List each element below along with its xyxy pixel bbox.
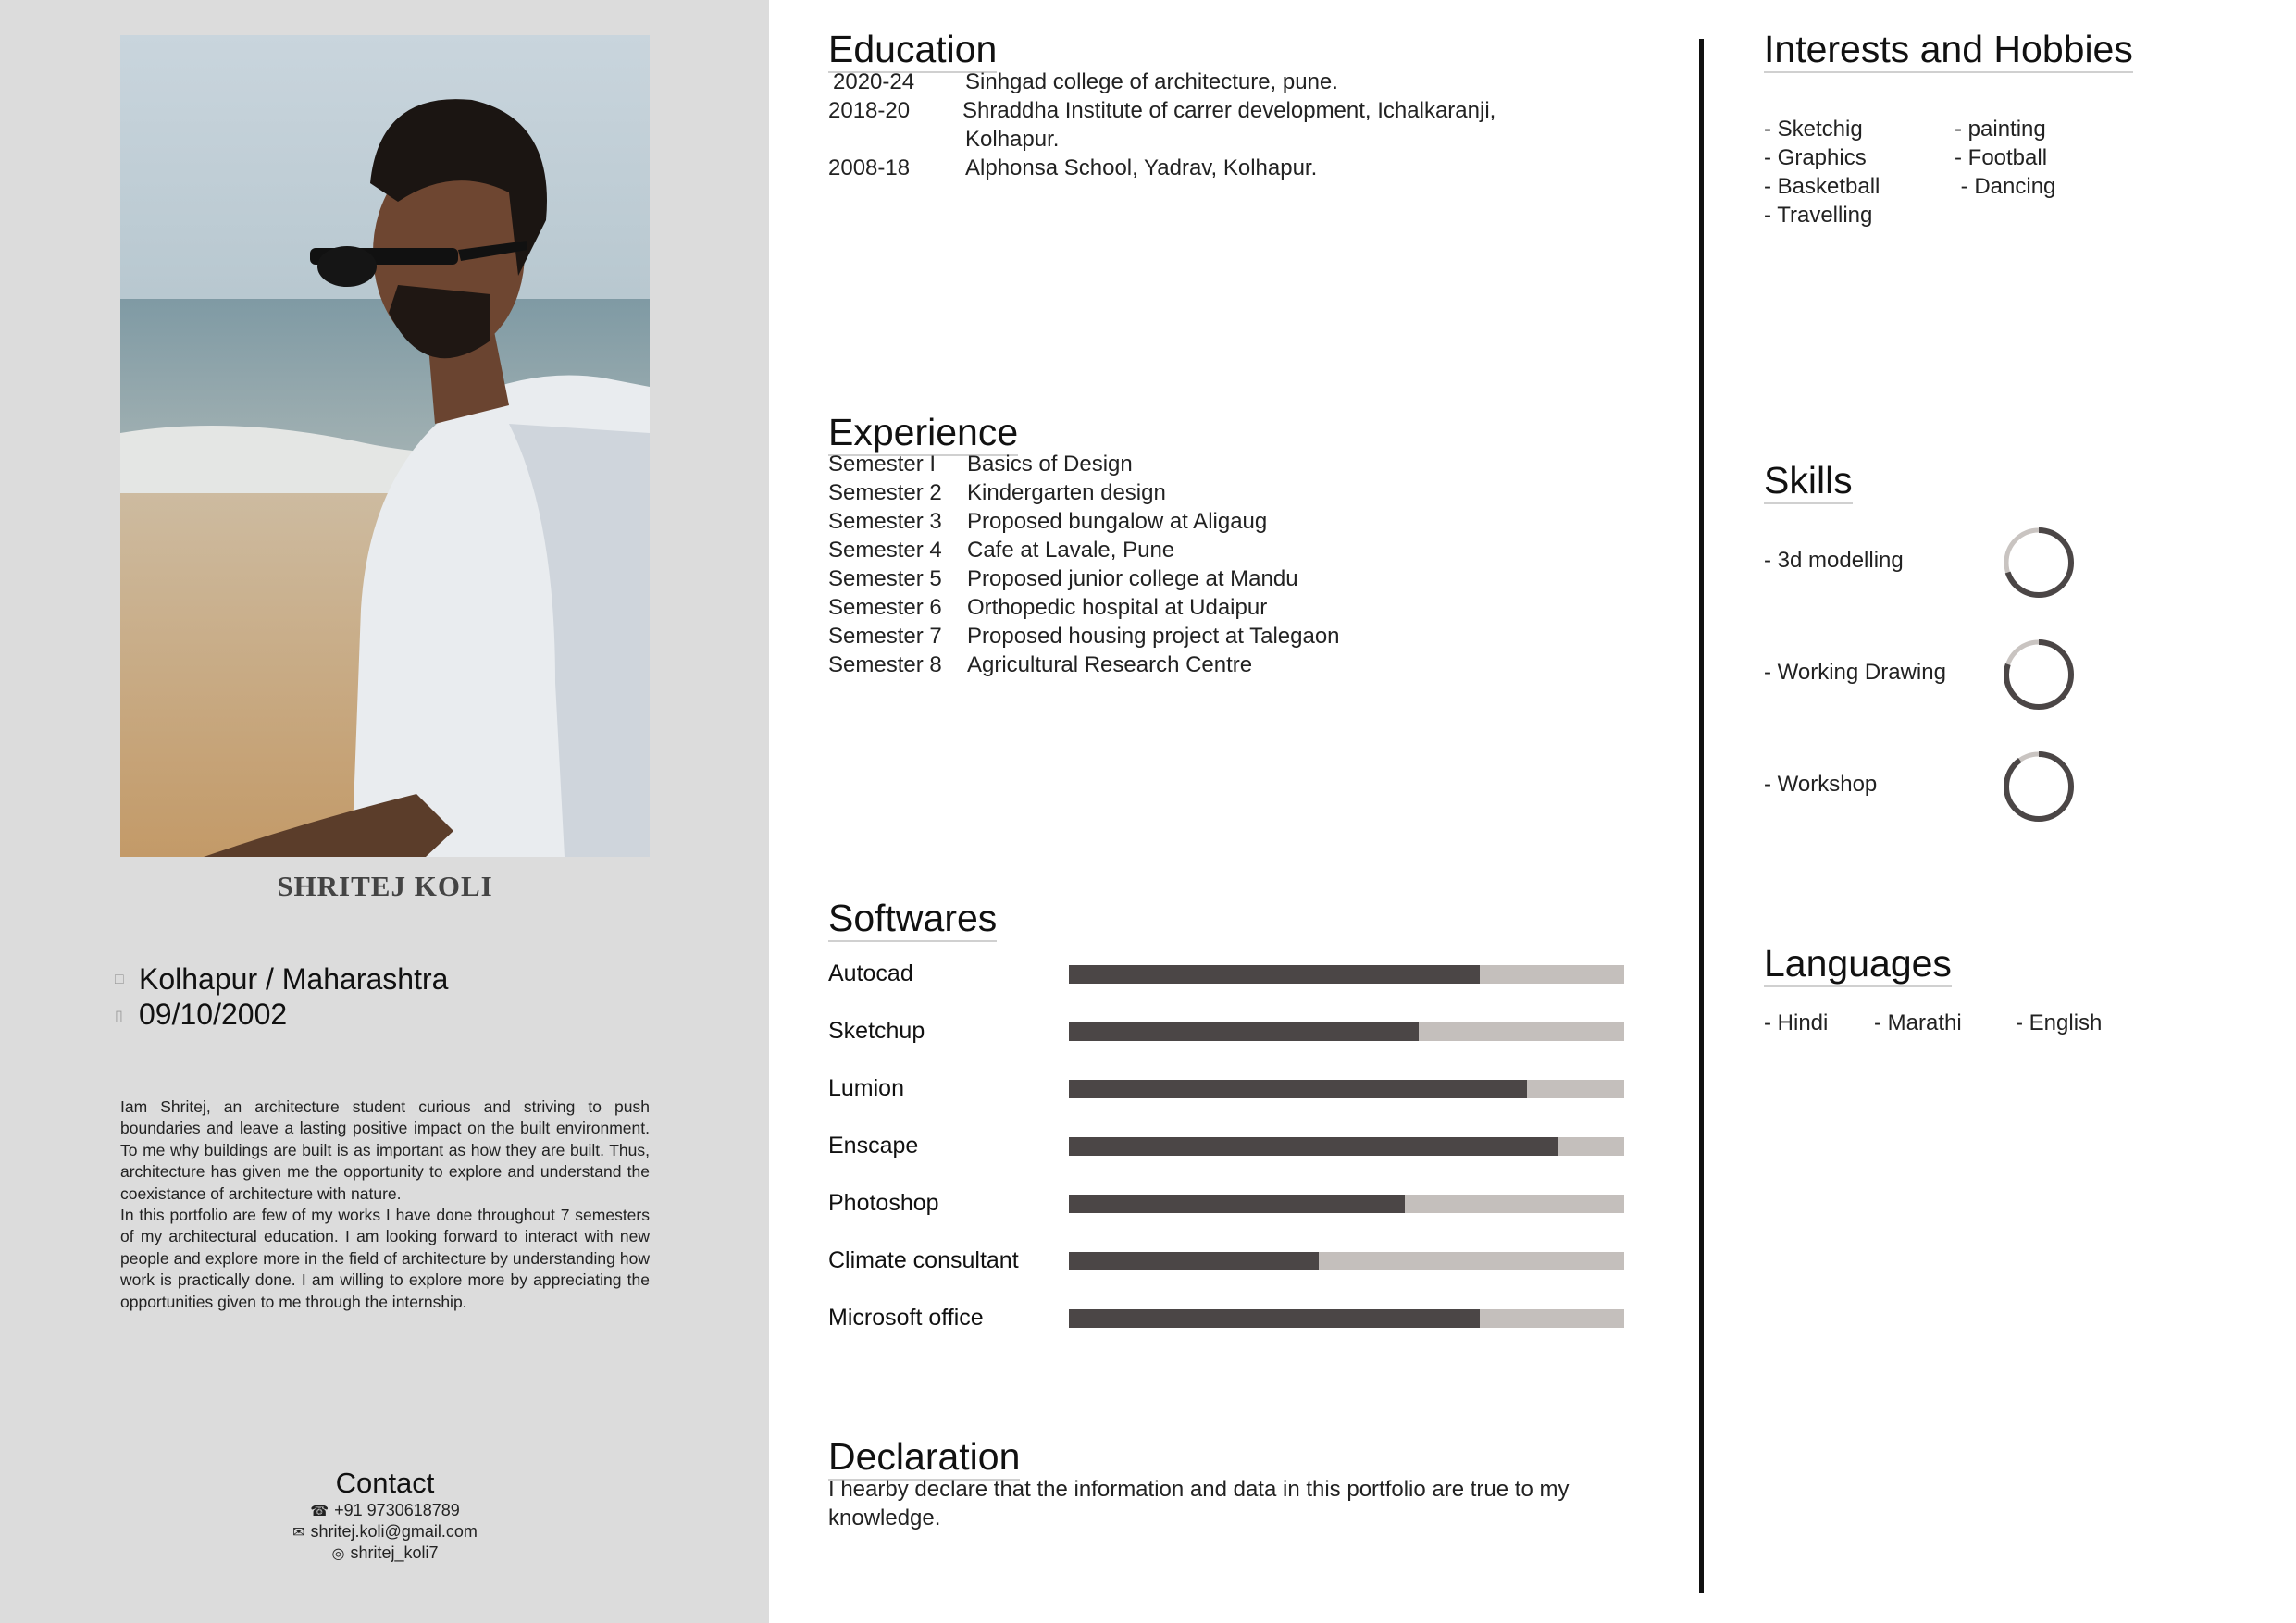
experience-semester: Semester 2 bbox=[828, 480, 942, 505]
calendar-icon: ▯ bbox=[115, 1008, 123, 1024]
software-bar-fill bbox=[1069, 1309, 1480, 1328]
education-school-cont: Kolhapur. bbox=[965, 127, 1060, 152]
experience-semester: Semester 6 bbox=[828, 595, 942, 620]
experience-heading: Experience bbox=[828, 411, 1018, 456]
contact-title: Contact bbox=[335, 1467, 435, 1499]
skill-ring bbox=[2002, 526, 2076, 600]
experience-project: Cafe at Lavale, Pune bbox=[967, 538, 1175, 563]
declaration-text: I hearby declare that the information and data in this portfolio are true to my knowledge. bbox=[828, 1477, 1570, 1530]
hobby-item: - Sketchig bbox=[1764, 117, 1863, 142]
interests-heading: Interests and Hobbies bbox=[1764, 28, 2133, 73]
about-paragraph-2: In this portfolio are few of my works I have done throughout 7 semesters of my architectural education. I am looking forward to interact with new people and explore more in the field of architecture by understanding how work is practically done. I am willing to explore more by appreciating the opportunities given to me through the internship. bbox=[120, 1206, 650, 1311]
hobby-item: - painting bbox=[1955, 117, 2046, 142]
phone-number[interactable]: +91 9730618789 bbox=[334, 1501, 460, 1519]
education-school: Alphonsa School, Yadrav, Kolhapur. bbox=[965, 155, 1318, 180]
experience-semester: Semester 4 bbox=[828, 538, 942, 563]
experience-project: Basics of Design bbox=[967, 452, 1133, 477]
about-text bbox=[120, 1096, 650, 1313]
skill-ring bbox=[2002, 750, 2076, 824]
softwares-heading: Softwares bbox=[828, 897, 997, 942]
declaration-heading: Declaration bbox=[828, 1435, 1020, 1481]
hobby-item: - Graphics bbox=[1764, 145, 1867, 170]
profile-name: SHRITEJ KOLI bbox=[277, 870, 493, 902]
education-school: Sinhgad college of architecture, pune. bbox=[965, 69, 1338, 94]
skill-ring bbox=[2002, 638, 2076, 712]
skill-label: - Working Drawing bbox=[1764, 660, 1946, 685]
location-pin-icon: □ bbox=[115, 971, 124, 987]
software-bar-track bbox=[1069, 1080, 1624, 1098]
experience-semester: Semester I bbox=[828, 452, 937, 477]
experience-project: Proposed housing project at Talegaon bbox=[967, 624, 1340, 649]
software-bar-track bbox=[1069, 1195, 1624, 1213]
experience-semester: Semester 3 bbox=[828, 509, 942, 534]
software-bar-fill bbox=[1069, 1195, 1405, 1213]
hobby-item: - Dancing bbox=[1955, 174, 2056, 199]
language-item: - Hindi bbox=[1764, 1010, 1829, 1035]
hobby-item: - Travelling bbox=[1764, 203, 1873, 228]
language-item: - Marathi bbox=[1874, 1010, 1962, 1035]
software-name: Photoshop bbox=[828, 1190, 939, 1216]
software-bar-fill bbox=[1069, 1252, 1319, 1270]
skill-label: - Workshop bbox=[1764, 772, 1878, 797]
column-divider bbox=[1699, 39, 1704, 1593]
education-school: Shraddha Institute of carrer development, Ichalkaranji, bbox=[962, 98, 1496, 123]
education-year: 2018-20 bbox=[828, 98, 911, 123]
instagram-line bbox=[120, 1543, 650, 1563]
email-line bbox=[120, 1522, 650, 1542]
software-bar-fill bbox=[1069, 965, 1480, 984]
experience-project: Kindergarten design bbox=[967, 480, 1166, 505]
experience-project: Proposed bungalow at Aligaug bbox=[967, 509, 1268, 534]
instagram-icon: ◎ bbox=[331, 1546, 345, 1562]
experience-project: Agricultural Research Centre bbox=[967, 652, 1253, 677]
software-bar-fill bbox=[1069, 1137, 1558, 1156]
profile-photo bbox=[120, 35, 650, 857]
skill-ring-fill bbox=[2006, 754, 2071, 819]
mail-icon: ✉ bbox=[292, 1525, 305, 1541]
experience-semester: Semester 7 bbox=[828, 624, 942, 649]
software-name: Sketchup bbox=[828, 1018, 925, 1044]
software-bar-track bbox=[1069, 1252, 1624, 1270]
about-paragraph-1: Iam Shritej, an architecture student curious and striving to push boundaries and leave a lasting positive impact on the built environment. To me why buildings are built is as important as how they are built. Thus, architecture has given me the opportunity to explore and understand the coexistance of architecture with nature. bbox=[120, 1097, 650, 1203]
software-bar-fill bbox=[1069, 1022, 1419, 1041]
skills-heading: Skills bbox=[1764, 459, 1853, 504]
software-bar-track bbox=[1069, 965, 1624, 984]
phone-line bbox=[120, 1501, 650, 1520]
software-bar-track bbox=[1069, 1022, 1624, 1041]
location-row bbox=[115, 962, 448, 997]
languages-heading: Languages bbox=[1764, 942, 1952, 987]
education-year: 2008-18 bbox=[828, 155, 911, 180]
skill-label: - 3d modelling bbox=[1764, 548, 1904, 573]
language-item: - English bbox=[2016, 1010, 2103, 1035]
software-bar-track bbox=[1069, 1137, 1624, 1156]
hobby-item: - Basketball bbox=[1764, 174, 1880, 199]
software-name: Climate consultant bbox=[828, 1247, 1019, 1273]
experience-semester: Semester 5 bbox=[828, 566, 942, 591]
experience-project: Proposed junior college at Mandu bbox=[967, 566, 1298, 591]
location-text: Kolhapur / Maharashtra bbox=[139, 962, 449, 996]
software-name: Enscape bbox=[828, 1133, 919, 1158]
instagram-handle[interactable]: shritej_koli7 bbox=[350, 1543, 439, 1562]
education-year: 2020-24 bbox=[833, 69, 915, 94]
dob-text: 09/10/2002 bbox=[139, 997, 288, 1031]
software-name: Autocad bbox=[828, 960, 913, 986]
email-address[interactable]: shritej.koli@gmail.com bbox=[310, 1522, 478, 1541]
education-heading: Education bbox=[828, 28, 997, 73]
software-name: Lumion bbox=[828, 1075, 904, 1101]
software-bar-fill bbox=[1069, 1080, 1527, 1098]
dob-row bbox=[115, 997, 287, 1032]
software-name: Microsoft office bbox=[828, 1305, 984, 1331]
experience-semester: Semester 8 bbox=[828, 652, 942, 677]
software-bar-track bbox=[1069, 1309, 1624, 1328]
experience-project: Orthopedic hospital at Udaipur bbox=[967, 595, 1268, 620]
hobby-item: - Football bbox=[1955, 145, 2048, 170]
phone-icon: ☎ bbox=[310, 1504, 329, 1519]
